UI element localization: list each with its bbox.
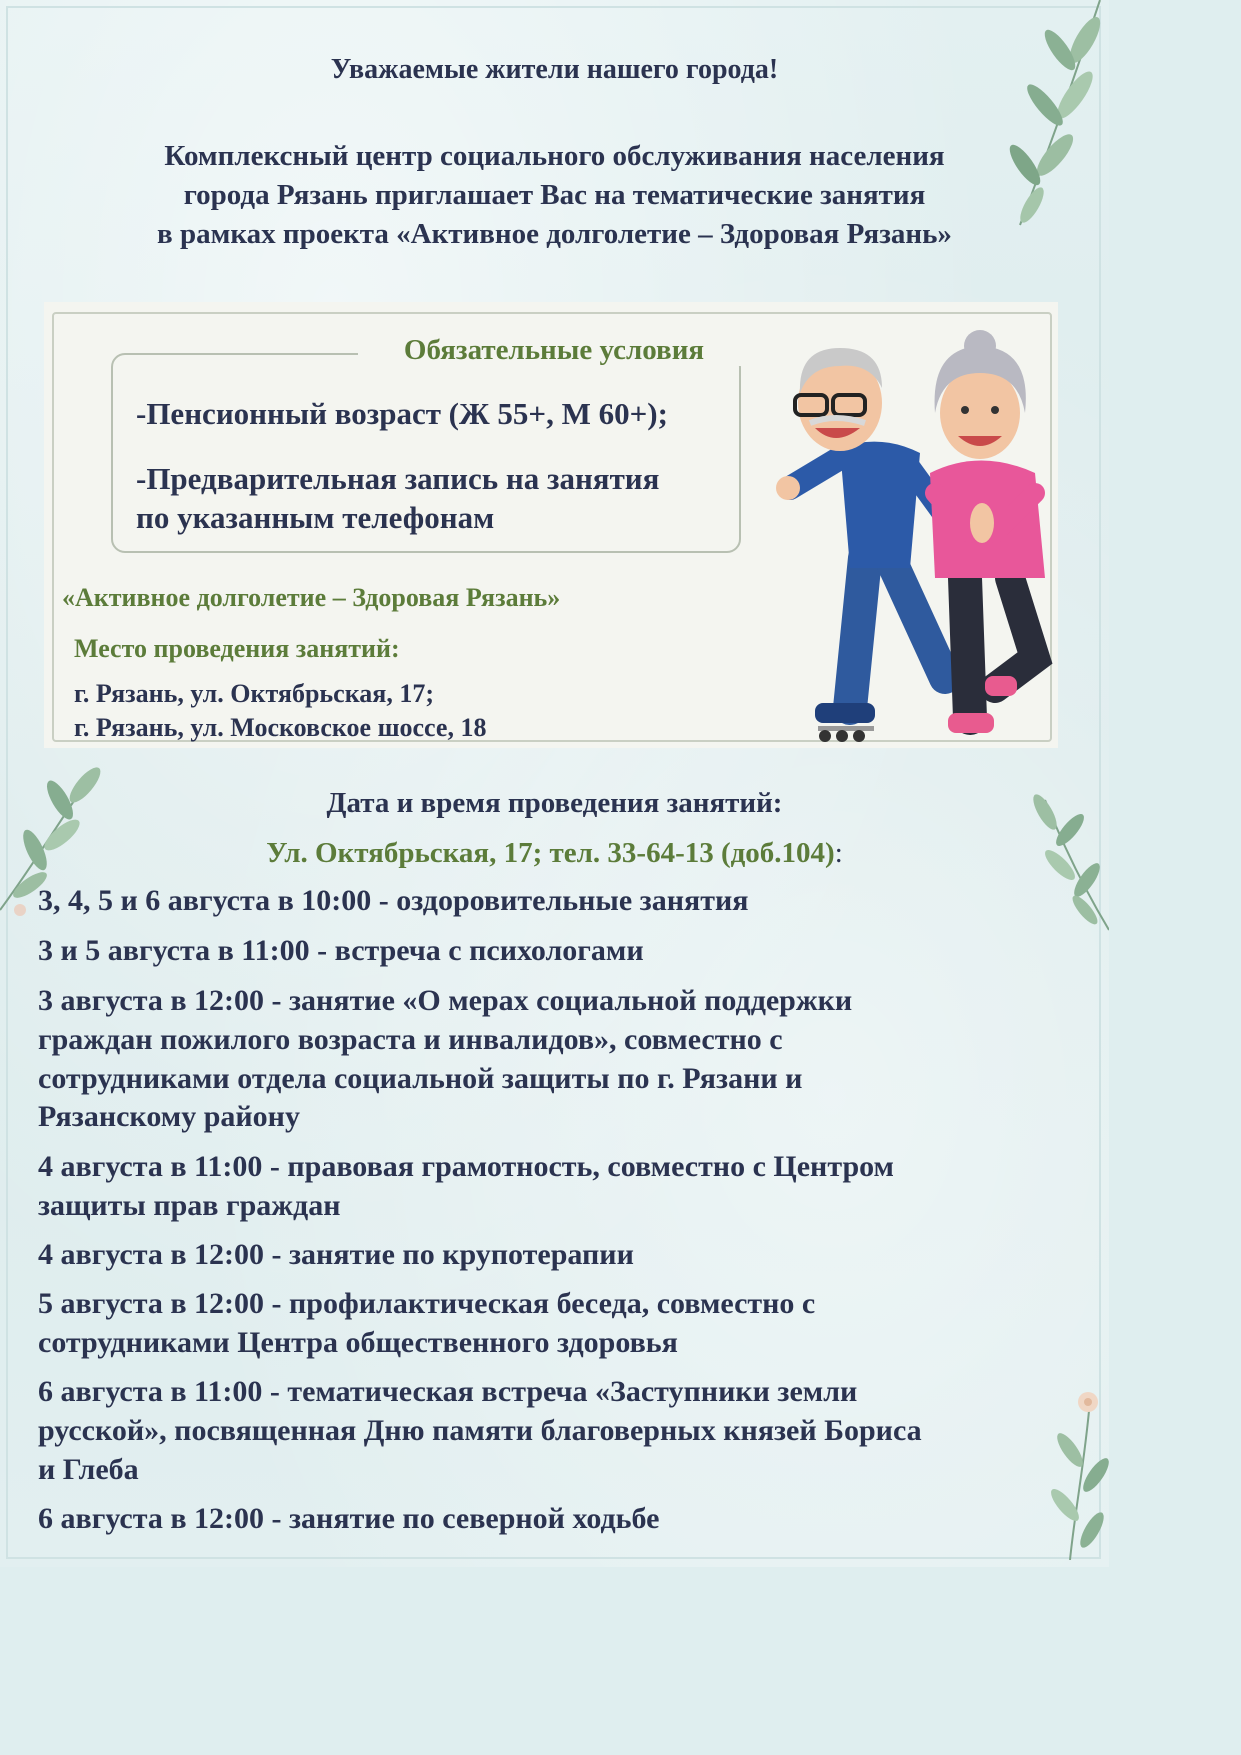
elderly-couple-illustration xyxy=(770,318,1070,748)
schedule-row: 5 августа в 12:00 - профилактическая беседа, совместно с xyxy=(38,1287,816,1320)
schedule-row: 4 августа в 12:00 - занятие по крупотерапии xyxy=(38,1238,634,1271)
venue-address: г. Рязань, ул. Московское шоссе, 18 xyxy=(74,713,487,742)
conditions-title: Обязательные условия xyxy=(403,334,705,366)
schedule-row: сотрудниками отдела социальной защиты по г. Рязани и xyxy=(38,1062,803,1095)
schedule-address-colon: : xyxy=(834,837,843,869)
schedule-row: сотрудниками Центра общественного здоровья xyxy=(38,1326,678,1359)
intro-line: в рамках проекта «Активное долголетие – Здоровая Рязань» xyxy=(157,218,952,250)
schedule-address xyxy=(0,837,1109,870)
schedule-row: и Глеба xyxy=(38,1453,139,1486)
condition-registration: по указанным телефонам xyxy=(136,500,495,535)
schedule-row: Рязанскому району xyxy=(38,1100,300,1133)
leaf-branch-icon xyxy=(1030,1380,1109,1560)
schedule-row: 6 августа в 12:00 - занятие по северной ходьбе xyxy=(38,1502,660,1535)
intro-line: города Рязань приглашает Вас на тематические занятия xyxy=(183,179,926,211)
schedule-row: 6 августа в 11:00 - тематическая встреча «Заступники земли xyxy=(38,1375,858,1408)
venue-address: г. Рязань, ул. Октябрьская, 17; xyxy=(74,679,435,708)
condition-registration: -Предварительная запись на занятия xyxy=(136,461,660,496)
project-name: «Активное долголетие – Здоровая Рязань» xyxy=(62,583,561,612)
schedule-row: 4 августа в 11:00 - правовая грамотность, совместно с Центром xyxy=(38,1150,894,1183)
schedule-row: граждан пожилого возраста и инвалидов», совместно с xyxy=(38,1023,783,1056)
greeting: Уважаемые жители нашего города! xyxy=(330,54,779,85)
schedule-row: русской», посвященная Дню памяти благоверных князей Бориса xyxy=(38,1414,922,1447)
condition-age: -Пенсионный возраст (Ж 55+, М 60+); xyxy=(136,396,668,431)
venue-label: Место проведения занятий: xyxy=(74,634,400,663)
schedule-title: Дата и время проведения занятий: xyxy=(326,787,783,819)
schedule-row: 3 августа в 12:00 - занятие «О мерах социальной поддержки xyxy=(38,984,853,1017)
schedule-row: 3 и 5 августа в 11:00 - встреча с психологами xyxy=(38,934,644,967)
schedule-row: защиты прав граждан xyxy=(38,1189,341,1222)
intro-line: Комплексный центр социального обслуживания населения xyxy=(164,140,945,172)
schedule-address-text: Ул. Октябрьская, 17; тел. 33-64-13 (доб.104) xyxy=(266,837,835,869)
schedule-row: 3, 4, 5 и 6 августа в 10:00 - оздоровительные занятия xyxy=(38,884,749,917)
